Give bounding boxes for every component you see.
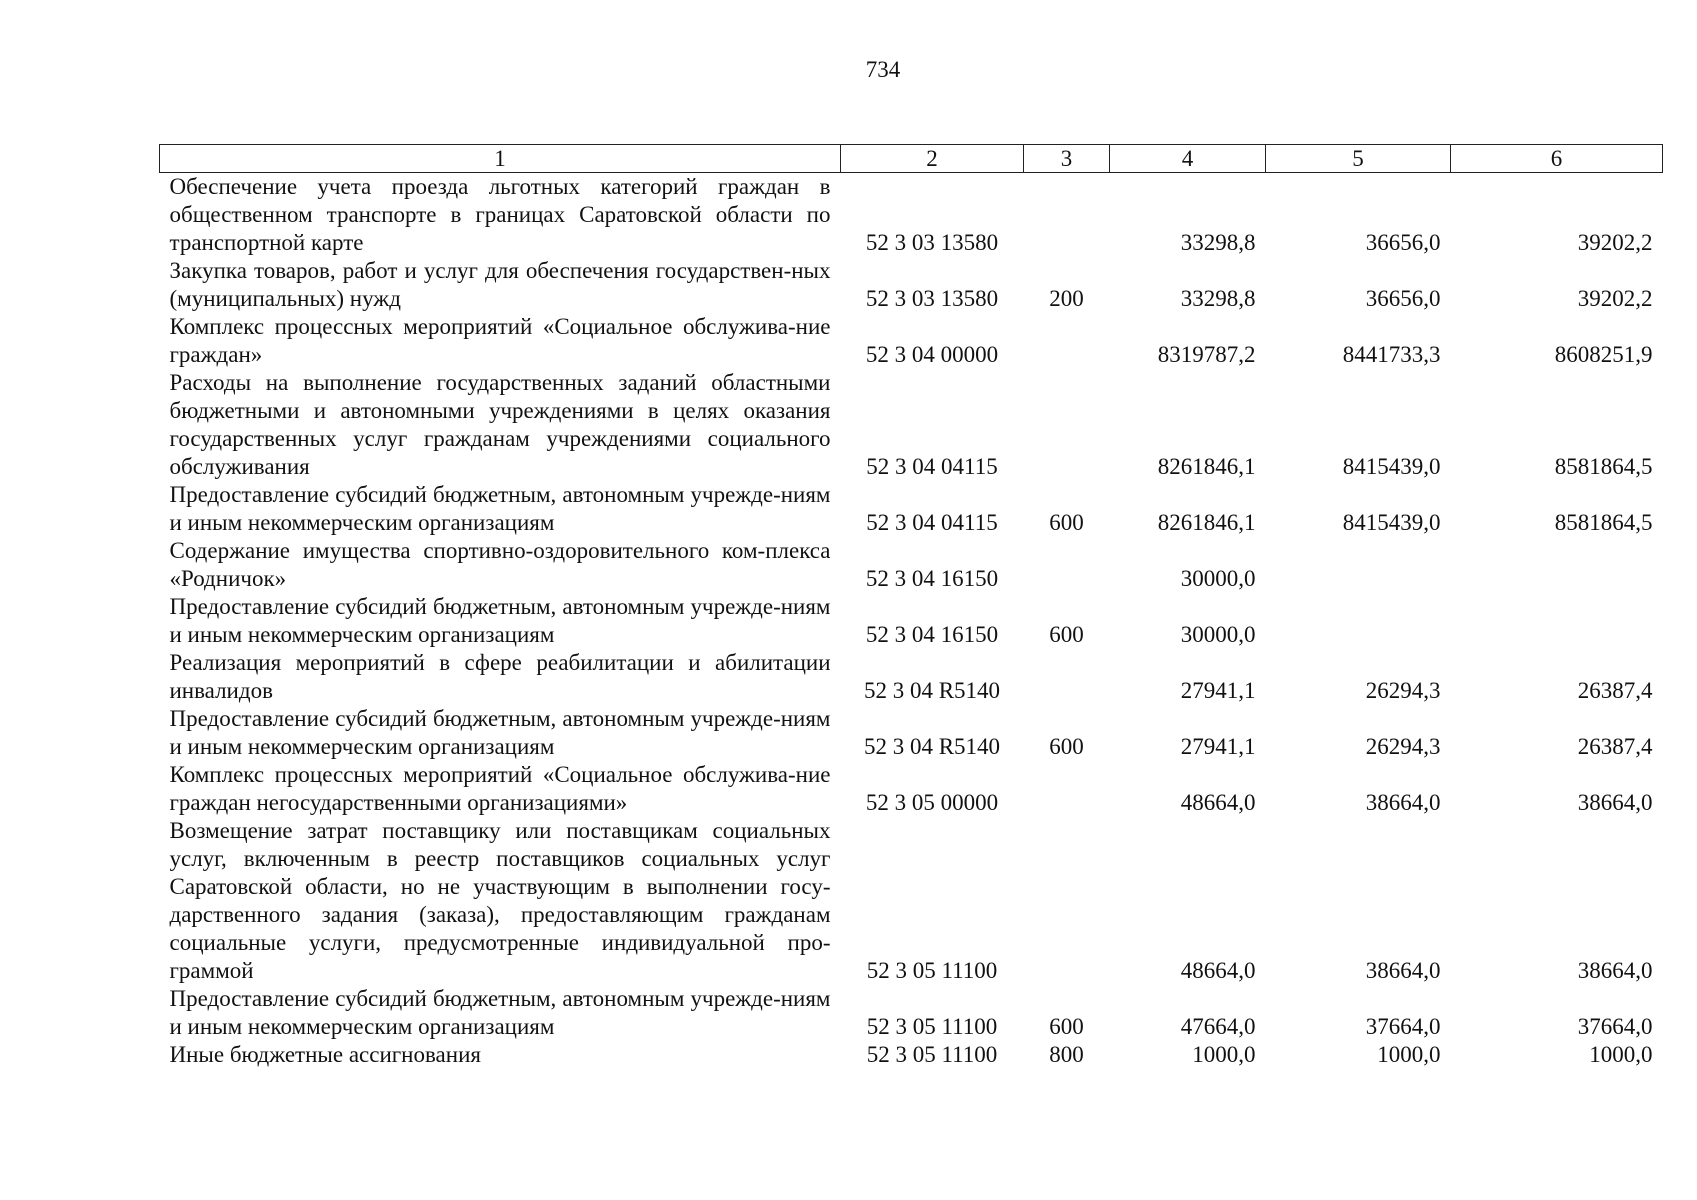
- row-name: Закупка товаров, работ и услуг для обеспечения государствен-ных (муниципальных) нужд: [169, 258, 831, 311]
- header-col-5: 5: [1266, 145, 1451, 173]
- row-amount-year2: [1266, 537, 1451, 593]
- row-amount-year3: 8581864,5: [1554, 510, 1653, 535]
- header-col-3: 3: [1024, 145, 1110, 173]
- row-name: Предоставление субсидий бюджетным, автономным учрежде-ниям и иным некоммерческим организациям: [169, 706, 831, 759]
- header-col-2: 2: [841, 145, 1024, 173]
- header-row: [160, 145, 1663, 173]
- row-amount-year2: 26294,3: [1365, 734, 1441, 759]
- row-name: Реализация мероприятий в сфере реабилитации и абилитации инвалидов: [169, 650, 831, 703]
- table-row: [160, 817, 1663, 985]
- row-amount-year2: [1266, 593, 1451, 649]
- row-code: 52 3 05 11100: [866, 1042, 998, 1067]
- row-name: Содержание имущества спортивно-оздоровительного ком-плекса «Родничок»: [169, 538, 831, 591]
- row-expense-type: [1024, 313, 1110, 369]
- table-row: [160, 1041, 1663, 1069]
- row-amount-year2: 38664,0: [1365, 958, 1441, 983]
- row-amount-year2: 1000,0: [1377, 1042, 1441, 1067]
- row-amount-year1: 33298,8: [1180, 230, 1256, 255]
- row-code: 52 3 04 00000: [865, 342, 999, 367]
- row-amount-year3: 8581864,5: [1554, 454, 1653, 479]
- row-amount-year1: 33298,8: [1180, 286, 1256, 311]
- row-amount-year1: 47664,0: [1180, 1014, 1256, 1039]
- row-name: Комплекс процессных мероприятий «Социальное обслужива-ние граждан»: [169, 314, 831, 367]
- page-number: 734: [865, 57, 901, 82]
- row-name: Комплекс процессных мероприятий «Социальное обслужива-ние граждан негосударственными организациями»: [169, 762, 831, 815]
- row-name: Расходы на выполнение государственных заданий областными бюджетными и автономными учреждениями в целях оказания государственных услуг гражданам учреждениями социального обслуживания: [169, 370, 831, 479]
- table-row: [160, 705, 1663, 761]
- row-amount-year1: 30000,0: [1180, 622, 1256, 647]
- row-code: 52 3 05 11100: [866, 1014, 998, 1039]
- row-amount-year2: 8441733,3: [1342, 342, 1441, 367]
- row-amount-year3: 38664,0: [1577, 958, 1653, 983]
- row-amount-year2: 36656,0: [1365, 230, 1441, 255]
- table-row: [160, 537, 1663, 593]
- row-amount-year3: 1000,0: [1589, 1042, 1653, 1067]
- row-expense-type: 600: [1049, 1014, 1084, 1039]
- row-code: 52 3 04 04115: [866, 454, 998, 479]
- table-row: [160, 761, 1663, 817]
- row-amount-year2: 26294,3: [1365, 678, 1441, 703]
- row-amount-year3: [1451, 593, 1663, 649]
- row-amount-year2: 37664,0: [1365, 1014, 1441, 1039]
- row-name: Предоставление субсидий бюджетным, автономным учрежде-ниям и иным некоммерческим организациям: [169, 594, 831, 647]
- table-row: [160, 313, 1663, 369]
- row-amount-year1: 48664,0: [1180, 958, 1256, 983]
- row-expense-type: [1024, 537, 1110, 593]
- row-expense-type: [1024, 369, 1110, 481]
- row-expense-type: 200: [1049, 286, 1084, 311]
- row-expense-type: [1024, 649, 1110, 705]
- row-amount-year2: 8415439,0: [1342, 454, 1441, 479]
- row-expense-type: [1024, 817, 1110, 985]
- row-amount-year3: 39202,2: [1577, 230, 1653, 255]
- row-expense-type: [1024, 173, 1110, 258]
- table-body: [160, 173, 1663, 1070]
- row-amount-year2: 8415439,0: [1342, 510, 1441, 535]
- header-col-1: 1: [160, 145, 841, 173]
- row-code: 52 3 04 R5140: [863, 734, 1001, 759]
- row-amount-year1: 48664,0: [1180, 790, 1256, 815]
- row-amount-year3: 26387,4: [1577, 734, 1653, 759]
- table-row: [160, 481, 1663, 537]
- row-expense-type: 800: [1049, 1042, 1084, 1067]
- table-row: [160, 985, 1663, 1041]
- row-code: 52 3 05 11100: [866, 958, 998, 983]
- row-amount-year1: 27941,1: [1180, 734, 1256, 759]
- row-code: 52 3 04 16150: [865, 622, 999, 647]
- row-code: 52 3 03 13580: [865, 230, 999, 255]
- row-name: Предоставление субсидий бюджетным, автономным учрежде-ниям и иным некоммерческим организациям: [169, 986, 831, 1039]
- row-expense-type: [1024, 761, 1110, 817]
- table-row: [160, 593, 1663, 649]
- row-expense-type: 600: [1049, 622, 1084, 647]
- table-row: [160, 257, 1663, 313]
- row-name: Предоставление субсидий бюджетным, автономным учрежде-ниям и иным некоммерческим организациям: [169, 482, 831, 535]
- row-amount-year3: 8608251,9: [1554, 342, 1653, 367]
- row-name: Иные бюджетные ассигнования: [169, 1042, 481, 1067]
- row-amount-year3: 37664,0: [1577, 1014, 1653, 1039]
- header-col-4: 4: [1110, 145, 1266, 173]
- row-amount-year1: 8319787,2: [1157, 342, 1256, 367]
- row-amount-year1: 1000,0: [1192, 1042, 1256, 1067]
- row-name: Возмещение затрат поставщику или поставщикам социальных услуг, включенным в реестр поставщиков социальных услуг Саратовской области, но не участвующим в выполнении госу-дарственного задания (заказа), предоставляющим гражданам социальные услуги, предусмотренные индивидуальной про-граммой: [169, 818, 831, 983]
- table-row: [160, 173, 1663, 258]
- row-code: 52 3 04 16150: [865, 566, 999, 591]
- row-amount-year2: 38664,0: [1365, 790, 1441, 815]
- budget-table: [159, 144, 1663, 1069]
- row-amount-year3: 38664,0: [1577, 790, 1653, 815]
- row-code: 52 3 03 13580: [865, 286, 999, 311]
- row-amount-year1: 8261846,1: [1157, 454, 1256, 479]
- row-expense-type: 600: [1049, 734, 1084, 759]
- row-amount-year1: 30000,0: [1180, 566, 1256, 591]
- row-amount-year3: [1451, 537, 1663, 593]
- header-col-6: 6: [1451, 145, 1663, 173]
- row-amount-year2: 36656,0: [1365, 286, 1441, 311]
- row-name: Обеспечение учета проезда льготных категорий граждан в общественном транспорте в границах Саратовской области по транспортной карте: [169, 174, 831, 255]
- table-header: [160, 145, 1663, 173]
- row-amount-year1: 27941,1: [1180, 678, 1256, 703]
- row-code: 52 3 05 00000: [865, 790, 999, 815]
- row-code: 52 3 04 R5140: [863, 678, 1001, 703]
- table-row: [160, 369, 1663, 481]
- row-code: 52 3 04 04115: [866, 510, 998, 535]
- row-amount-year1: 8261846,1: [1157, 510, 1256, 535]
- row-amount-year3: 39202,2: [1577, 286, 1653, 311]
- row-expense-type: 600: [1049, 510, 1084, 535]
- table-row: [160, 649, 1663, 705]
- row-amount-year3: 26387,4: [1577, 678, 1653, 703]
